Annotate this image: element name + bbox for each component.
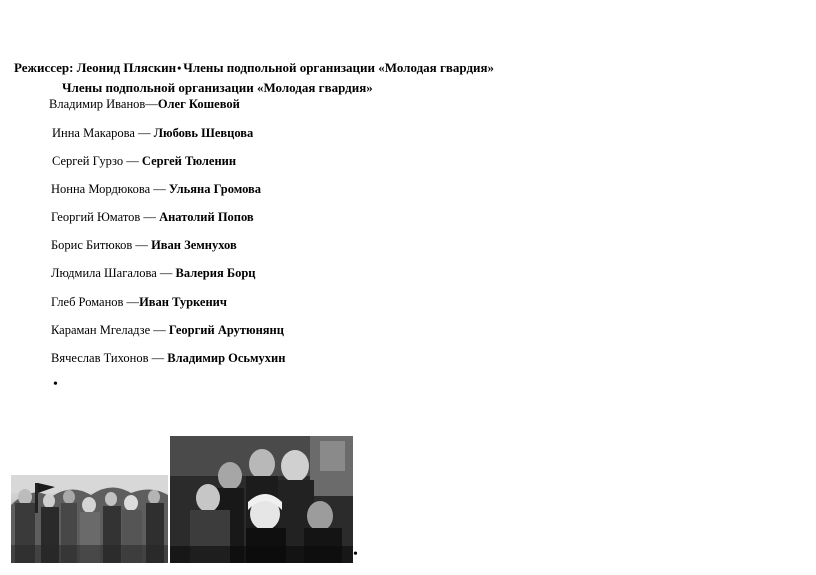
actor-name: Инна Макарова — [52,126,154,140]
cast-line [51,351,285,366]
role-name: Иван Земнухов [151,238,237,252]
role-name: Владимир Осьмухин [167,351,286,365]
actor-name: Людмила Шагалова — [51,266,176,280]
cast-line [49,97,240,112]
cast-line [51,182,261,197]
cast-line [51,238,237,253]
members-title-inline: Члены подпольной организации «Молодая гвардия» [183,60,495,75]
role-name: Анатолий Попов [159,210,254,224]
cast-line [51,323,284,338]
list-bullet: • [353,547,358,562]
role-name: Валерия Борц [175,266,256,280]
actor-name: Вячеслав Тихонов — [51,351,168,365]
group-photo-image [170,436,353,563]
role-name: Сергей Тюленин [141,154,237,168]
group-photo [170,436,353,563]
actor-name: Караман Мгеладзе — [51,323,169,337]
role-name: Иван Туркенич [139,295,227,309]
role-name: Любовь Шевцова [153,126,254,140]
inline-bullet: • [177,61,182,75]
cast-line [52,126,253,141]
actor-name: Сергей Гурзо — [52,154,142,168]
cast-line [51,210,254,225]
actor-name: Георгий Юматов — [51,210,160,224]
list-bullet: • [53,377,58,392]
cast-line [52,154,236,169]
actor-name: Глеб Романов — [51,295,140,309]
actor-name: Нонна Мордюкова — [51,182,169,196]
director-line [14,60,494,76]
actor-name: Владимир Иванов— [49,97,158,111]
cast-line [51,266,256,281]
crowd-photo-image [11,475,168,563]
role-name: Олег Кошевой [157,97,240,111]
members-title: Члены подпольной организации «Молодая гвардия» [62,80,373,95]
role-name: Георгий Арутюнянц [168,323,284,337]
director-text: Режиссер: Леонид Пляскин [14,60,177,75]
cast-line [51,295,227,310]
actor-name: Борис Битюков — [51,238,152,252]
role-name: Ульяна Громова [168,182,262,196]
crowd-photo [11,475,168,563]
